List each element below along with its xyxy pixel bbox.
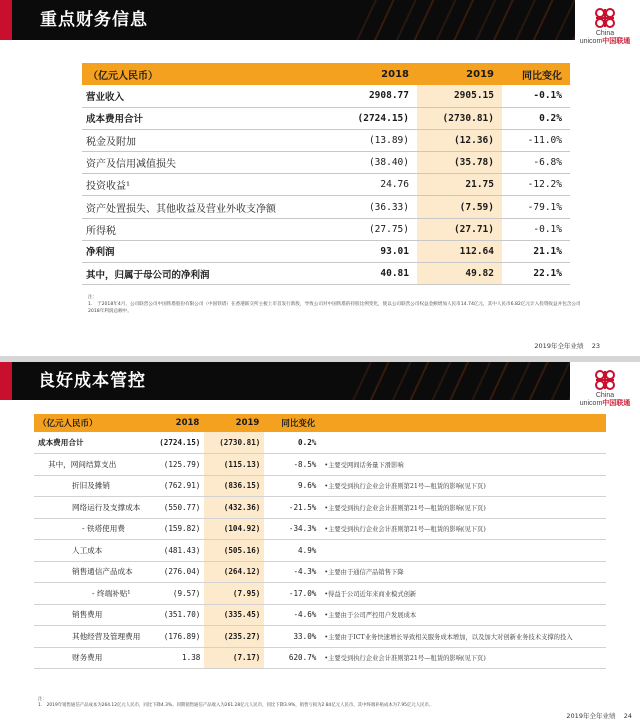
- header-2019: 2019: [204, 414, 264, 432]
- value-2019: 2905.15: [417, 85, 502, 107]
- table-row: [34, 647, 606, 669]
- value-2018: 1.38: [144, 647, 204, 669]
- row-comment: •主要由于公司严控用户发展成本: [320, 604, 606, 626]
- value-2019: (432.36): [204, 497, 264, 519]
- header-comment: [320, 414, 606, 432]
- page-number: 24: [623, 712, 632, 720]
- table-row: [82, 263, 570, 285]
- table-row: [34, 518, 606, 540]
- header-unit: （亿元人民币）: [82, 63, 332, 85]
- value-2018: 2908.77: [332, 85, 417, 107]
- table-row: [34, 561, 606, 583]
- header-unit: （亿元人民币）: [34, 414, 144, 432]
- table-row: [34, 626, 606, 648]
- footnote-head: 注：: [38, 697, 47, 702]
- row-label: 销售费用: [34, 604, 144, 626]
- footnote-body: 1. 于2018年4月，公司联营公司中国铁塔股份有限公司（中国铁塔）在香港联交所主板上市首发行新股，导致公司对中国铁塔的持股比例变化，使以公司联营公司权益金额增加人民币14.74亿元，其中人民币6.82亿元计入投资收益并包含公司2018年利润总额中。: [88, 302, 581, 314]
- value-change: -6.8%: [502, 152, 570, 174]
- value-2019: (235.27): [204, 626, 264, 648]
- value-2019: 21.75: [417, 174, 502, 196]
- financial-table: [82, 63, 570, 285]
- unicom-knot-icon: [592, 6, 618, 30]
- table-row: [82, 196, 570, 218]
- table-row: [82, 174, 570, 196]
- footnote-body: 1. 2019年销售通信产品成本为264.12亿元人民币，同比下降4.3%。同期销售通信产品收入为261.28亿元人民币，同比下降3.9%，销售亏损为2.84亿元人民币，其中终端补贴成本为7.95亿元人民币。: [38, 703, 434, 708]
- value-2018: 93.01: [332, 240, 417, 262]
- row-label: 税金及附加: [82, 129, 332, 151]
- row-label: 其他经营及管理费用: [34, 626, 144, 648]
- table-row: [82, 107, 570, 129]
- table-row: [34, 540, 606, 562]
- value-2019: (2730.81): [204, 432, 264, 454]
- row-comment: •主要受到执行企业会计准则第21号—租赁的影响(见下页): [320, 475, 606, 497]
- slide-title: 良好成本管控: [38, 371, 146, 391]
- row-label: 投资收益¹: [82, 174, 332, 196]
- value-2018: (38.40): [332, 152, 417, 174]
- value-2018: (2724.15): [332, 107, 417, 129]
- slide-footer: [534, 341, 600, 350]
- row-label: 净利润: [82, 240, 332, 262]
- value-2018: (550.77): [144, 497, 204, 519]
- table-row: [82, 85, 570, 107]
- row-comment: •主要受到执行企业会计准则第21号—租赁的影响(见下页): [320, 518, 606, 540]
- value-2019: (7.95): [204, 583, 264, 605]
- value-change: -0.1%: [502, 85, 570, 107]
- slide-footer: [566, 711, 632, 720]
- header-change: 同比变化: [502, 63, 570, 85]
- footer-text: 2019年全年业绩: [566, 712, 616, 720]
- slide-title: 重点财务信息: [40, 10, 148, 30]
- row-label: - 终端补贴¹: [34, 583, 144, 605]
- value-2018: 24.76: [332, 174, 417, 196]
- table-header-row: [82, 63, 570, 85]
- value-2019: (12.36): [417, 129, 502, 151]
- logo-text: China unicom中国联通: [579, 392, 631, 407]
- table-row: [34, 583, 606, 605]
- slide-cost-control: [0, 362, 640, 727]
- value-change: -8.5%: [264, 454, 320, 476]
- value-change: 4.9%: [264, 540, 320, 562]
- title-bar: [0, 0, 575, 40]
- table-row: [82, 218, 570, 240]
- row-label: 人工成本: [34, 540, 144, 562]
- value-2019: (7.17): [204, 647, 264, 669]
- value-2018: 40.81: [332, 263, 417, 285]
- header-2018: 2018: [332, 63, 417, 85]
- value-2018: (159.82): [144, 518, 204, 540]
- title-accent: [0, 362, 12, 400]
- row-comment: •主要受到执行企业会计准则第21号—租赁的影响(见下页): [320, 647, 606, 669]
- header-2018: 2018: [144, 414, 204, 432]
- value-2018: (176.89): [144, 626, 204, 648]
- value-2019: 112.64: [417, 240, 502, 262]
- value-change: 21.1%: [502, 240, 570, 262]
- value-change: -4.6%: [264, 604, 320, 626]
- header-change: 同比变化: [264, 414, 320, 432]
- value-2019: (2730.81): [417, 107, 502, 129]
- table-row: [82, 129, 570, 151]
- value-change: -79.1%: [502, 196, 570, 218]
- value-2018: (13.89): [332, 129, 417, 151]
- value-change: -4.3%: [264, 561, 320, 583]
- value-2019: (104.92): [204, 518, 264, 540]
- value-change: -12.2%: [502, 174, 570, 196]
- value-2019: (836.15): [204, 475, 264, 497]
- value-2019: (115.13): [204, 454, 264, 476]
- value-change: -0.1%: [502, 218, 570, 240]
- table-row: [34, 432, 606, 454]
- footnote-head: 注：: [88, 295, 98, 300]
- value-2019: (35.78): [417, 152, 502, 174]
- value-change: -34.3%: [264, 518, 320, 540]
- value-change: -21.5%: [264, 497, 320, 519]
- table-row: [34, 604, 606, 626]
- value-2018: (351.70): [144, 604, 204, 626]
- value-2018: (762.91): [144, 475, 204, 497]
- value-2018: (2724.15): [144, 432, 204, 454]
- row-comment: •主要由于ICT业务快速增长导致相关服务成本增加，以及加大对创新业务技术支撑的投入: [320, 626, 606, 648]
- row-label: 网络运行及支撑成本: [34, 497, 144, 519]
- value-change: 9.6%: [264, 475, 320, 497]
- page-number: 23: [591, 342, 600, 350]
- value-change: 620.7%: [264, 647, 320, 669]
- row-label: 所得税: [82, 218, 332, 240]
- value-2018: (9.57): [144, 583, 204, 605]
- row-comment: •得益于公司近年来商业模式创新: [320, 583, 606, 605]
- row-label: 销售通信产品成本: [34, 561, 144, 583]
- row-label: 资产处置损失、其他收益及营业外收支净额: [82, 196, 332, 218]
- row-comment: [320, 432, 606, 454]
- row-comment: •主要受到执行企业会计准则第21号—租赁的影响(见下页): [320, 497, 606, 519]
- unicom-knot-icon: [592, 368, 618, 392]
- row-label: 营业收入: [82, 85, 332, 107]
- value-change: 0.2%: [502, 107, 570, 129]
- table-row: [34, 475, 606, 497]
- row-comment: [320, 540, 606, 562]
- row-comment: •主要由于通信产品销售下降: [320, 561, 606, 583]
- value-change: -17.0%: [264, 583, 320, 605]
- value-2019: (505.16): [204, 540, 264, 562]
- value-change: 22.1%: [502, 263, 570, 285]
- row-label: 财务费用: [34, 647, 144, 669]
- row-label: - 铁塔使用费: [34, 518, 144, 540]
- value-2019: 49.82: [417, 263, 502, 285]
- value-2018: (36.33): [332, 196, 417, 218]
- row-label: 成本费用合计: [34, 432, 144, 454]
- value-2019: (335.45): [204, 604, 264, 626]
- cost-table: [34, 414, 606, 669]
- footer-text: 2019年全年业绩: [534, 342, 584, 350]
- header-2019: 2019: [417, 63, 502, 85]
- table-row: [82, 240, 570, 262]
- row-label: 其中，归属于母公司的净利润: [82, 263, 332, 285]
- footnote: [88, 294, 588, 315]
- value-2019: (7.59): [417, 196, 502, 218]
- value-2019: (264.12): [204, 561, 264, 583]
- value-2018: (27.75): [332, 218, 417, 240]
- value-change: -11.0%: [502, 129, 570, 151]
- china-unicom-logo: [578, 6, 632, 46]
- row-label: 资产及信用减值损失: [82, 152, 332, 174]
- footnote: [38, 697, 598, 709]
- value-2018: (481.43): [144, 540, 204, 562]
- logo-text: China unicom中国联通: [579, 30, 631, 45]
- value-2018: (276.04): [144, 561, 204, 583]
- title-accent: [0, 0, 12, 40]
- value-change: 0.2%: [264, 432, 320, 454]
- row-label: 折旧及摊销: [34, 475, 144, 497]
- title-bar: [0, 362, 570, 400]
- china-unicom-logo: [578, 368, 632, 408]
- slide-financial-highlights: [0, 0, 640, 356]
- table-row: [82, 152, 570, 174]
- value-change: 33.0%: [264, 626, 320, 648]
- row-comment: •主要受网间话务量下滑影响: [320, 454, 606, 476]
- table-row: [34, 497, 606, 519]
- table-row: [34, 454, 606, 476]
- value-2018: (125.79): [144, 454, 204, 476]
- row-label: 成本费用合计: [82, 107, 332, 129]
- table-header-row: [34, 414, 606, 432]
- value-2019: (27.71): [417, 218, 502, 240]
- row-label: 其中，网间结算支出: [34, 454, 144, 476]
